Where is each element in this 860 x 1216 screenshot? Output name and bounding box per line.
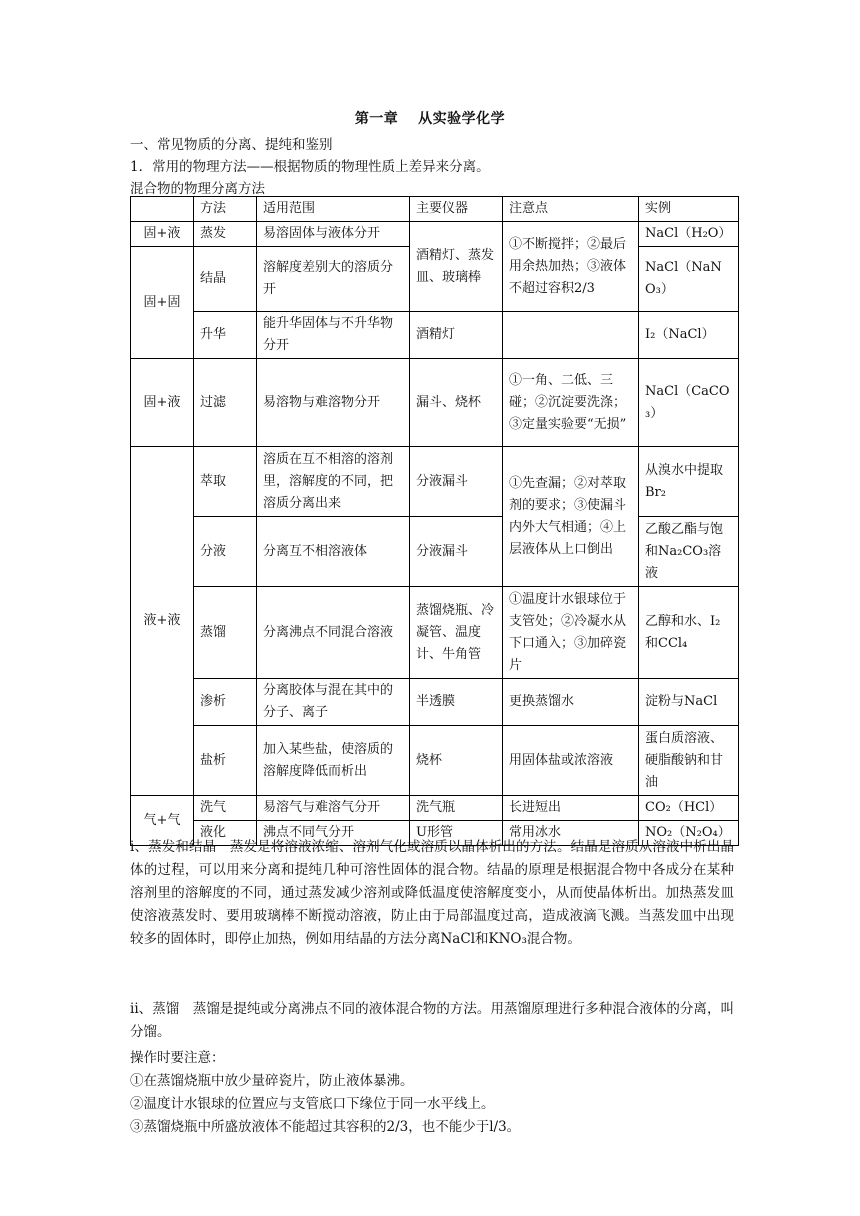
example-cell: I₂（NaCl） <box>639 312 739 359</box>
example-cell: NO₂（N₂O₄） <box>639 821 739 846</box>
table-row <box>131 359 739 447</box>
instrument-cell: U形管 <box>410 821 503 846</box>
example-cell: 淀粉与NaCl <box>639 679 739 726</box>
example-cell: CO₂（HCl） <box>639 796 739 821</box>
scope-cell: 分离胶体与混在其中的分子、离子 <box>257 679 410 726</box>
group-cell: 固+液 <box>131 359 194 447</box>
instrument-cell: 酒精灯、蒸发皿、玻璃棒 <box>410 222 503 312</box>
example-cell: 从溴水中提取Br₂ <box>639 447 739 517</box>
instrument-cell: 漏斗、烧杯 <box>410 359 503 447</box>
table-caption: 混合物的物理分离方法 <box>130 181 265 197</box>
instrument-cell: 蒸馏烧瓶、冷凝管、温度计、牛角管 <box>410 587 503 679</box>
scope-cell: 溶质在互不相溶的溶剂里，溶解度的不同，把溶质分离出来 <box>257 447 410 517</box>
group-cell: 液+液 <box>131 447 194 796</box>
note-cell: ①一角、二低、三碰；②沉淀要洗涤；③定量实验要“无损” <box>503 359 639 447</box>
instrument-cell: 烧杯 <box>410 726 503 796</box>
method-cell: 萃取 <box>194 447 257 517</box>
method-cell: 蒸馏 <box>194 587 257 679</box>
method-cell: 液化 <box>194 821 257 846</box>
header-cell: 主要仪器 <box>410 197 503 222</box>
table-header-row <box>131 197 739 222</box>
example-cell: 乙酸乙酯与饱和Na₂CO₃溶液 <box>639 517 739 587</box>
scope-cell: 分离沸点不同混合溶液 <box>257 587 410 679</box>
table-row <box>131 312 739 359</box>
note-cell: 长进短出 <box>503 796 639 821</box>
method-cell: 渗析 <box>194 679 257 726</box>
scope-cell: 能升华固体与不升华物分开 <box>257 312 410 359</box>
note-cell: 更换蒸馏水 <box>503 679 639 726</box>
scope-cell: 易溶物与难溶物分开 <box>257 359 410 447</box>
scope-cell: 溶解度差别大的溶质分开 <box>257 247 410 312</box>
method-cell: 盐析 <box>194 726 257 796</box>
header-cell: 实例 <box>639 197 739 222</box>
scope-cell: 沸点不同气分开 <box>257 821 410 846</box>
instrument-cell: 酒精灯 <box>410 312 503 359</box>
header-cell: 方法 <box>194 197 257 222</box>
header-cell <box>131 197 194 222</box>
method-cell: 过滤 <box>194 359 257 447</box>
method-cell: 分液 <box>194 517 257 587</box>
table-row <box>131 222 739 247</box>
instrument-cell: 分液漏斗 <box>410 447 503 517</box>
evaporation-paragraph: i、蒸发和结晶 蒸发是将溶液浓缩、溶剂气化或溶质以晶体析出的方法。结晶是溶质从溶液中析出晶体的过程，可以用来分离和提纯几种可溶性固体的混合物。结晶的原理是根据混合物中各成分在某种溶剂里的溶解度的不同，通过蒸发减少溶剂或降低温度使溶解度变小，从而使晶体析出。加热蒸发皿使溶液蒸发时、要用玻璃棒不断搅动溶液，防止由于局部温度过高，造成液滴飞溅。当蒸发皿中出现较多的固体时，即停止加热，例如用结晶的方法分离NaCl和KNO₃混合物。 <box>130 839 734 947</box>
section-heading: 一、常见物质的分离、提纯和鉴别 <box>130 137 333 153</box>
distillation-paragraph: ii、蒸馏 蒸馏是提纯或分离沸点不同的液体混合物的方法。用蒸馏原理进行多种混合液体的分离，叫分馏。 <box>130 1001 734 1040</box>
group-cell: 固+液 <box>131 222 194 247</box>
instrument-cell: 分液漏斗 <box>410 517 503 587</box>
table-row <box>131 447 739 517</box>
method-cell: 升华 <box>194 312 257 359</box>
example-cell: NaCl（H₂O） <box>639 222 739 247</box>
note-cell: 常用冰水 <box>503 821 639 846</box>
note-cell: 用固体盐或浓溶液 <box>503 726 639 796</box>
chapter-title: 第一章 从实验学化学 <box>354 111 506 127</box>
group-cell: 气+气 <box>131 796 194 846</box>
example-cell: 乙醇和水、I₂和CCl₄ <box>639 587 739 679</box>
table-row <box>131 679 739 726</box>
group-cell: 固+固 <box>131 247 194 359</box>
note-item: ③蒸馏烧瓶中所盛放液体不能超过其容积的2/3，也不能少于l/3。 <box>130 1119 521 1135</box>
method-cell: 结晶 <box>194 247 257 312</box>
note-cell: ①温度计水银球位于支管处；②冷凝水从下口通入；③加碎瓷片 <box>503 587 639 679</box>
note-cell: ①不断搅拌；②最后用余热加热；③液体不超过容积2/3 <box>503 222 639 312</box>
header-cell: 注意点 <box>503 197 639 222</box>
table-row <box>131 517 739 587</box>
scope-cell: 加入某些盐，使溶质的溶解度降低而析出 <box>257 726 410 796</box>
separation-methods-table <box>130 196 739 846</box>
table-row <box>131 726 739 796</box>
note-item: ②温度计水银球的位置应与支管底口下缘位于同一水平线上。 <box>130 1096 495 1112</box>
table-row <box>131 796 739 821</box>
example-cell: 蛋白质溶液、硬脂酸钠和甘油 <box>639 726 739 796</box>
scope-cell: 易溶气与难溶气分开 <box>257 796 410 821</box>
scope-cell: 易溶固体与液体分开 <box>257 222 410 247</box>
table-row <box>131 587 739 679</box>
scope-cell: 分离互不相溶液体 <box>257 517 410 587</box>
header-cell: 适用范围 <box>257 197 410 222</box>
example-cell: NaCl（NaNO₃） <box>639 247 739 312</box>
note-item: ①在蒸馏烧瓶中放少量碎瓷片，防止液体暴沸。 <box>130 1073 414 1089</box>
notes-header: 操作时要注意： <box>130 1050 225 1066</box>
instrument-cell: 洗气瓶 <box>410 796 503 821</box>
note-cell <box>503 312 639 359</box>
note-cell: ①先查漏；②对萃取剂的要求；③使漏斗内外大气相通；④上层液体从上口倒出 <box>503 447 639 587</box>
method-cell: 蒸发 <box>194 222 257 247</box>
subsection-heading: 1．常用的物理方法——根据物质的物理性质上差异来分离。 <box>130 159 490 175</box>
example-cell: NaCl（CaCO₃） <box>639 359 739 447</box>
method-cell: 洗气 <box>194 796 257 821</box>
instrument-cell: 半透膜 <box>410 679 503 726</box>
